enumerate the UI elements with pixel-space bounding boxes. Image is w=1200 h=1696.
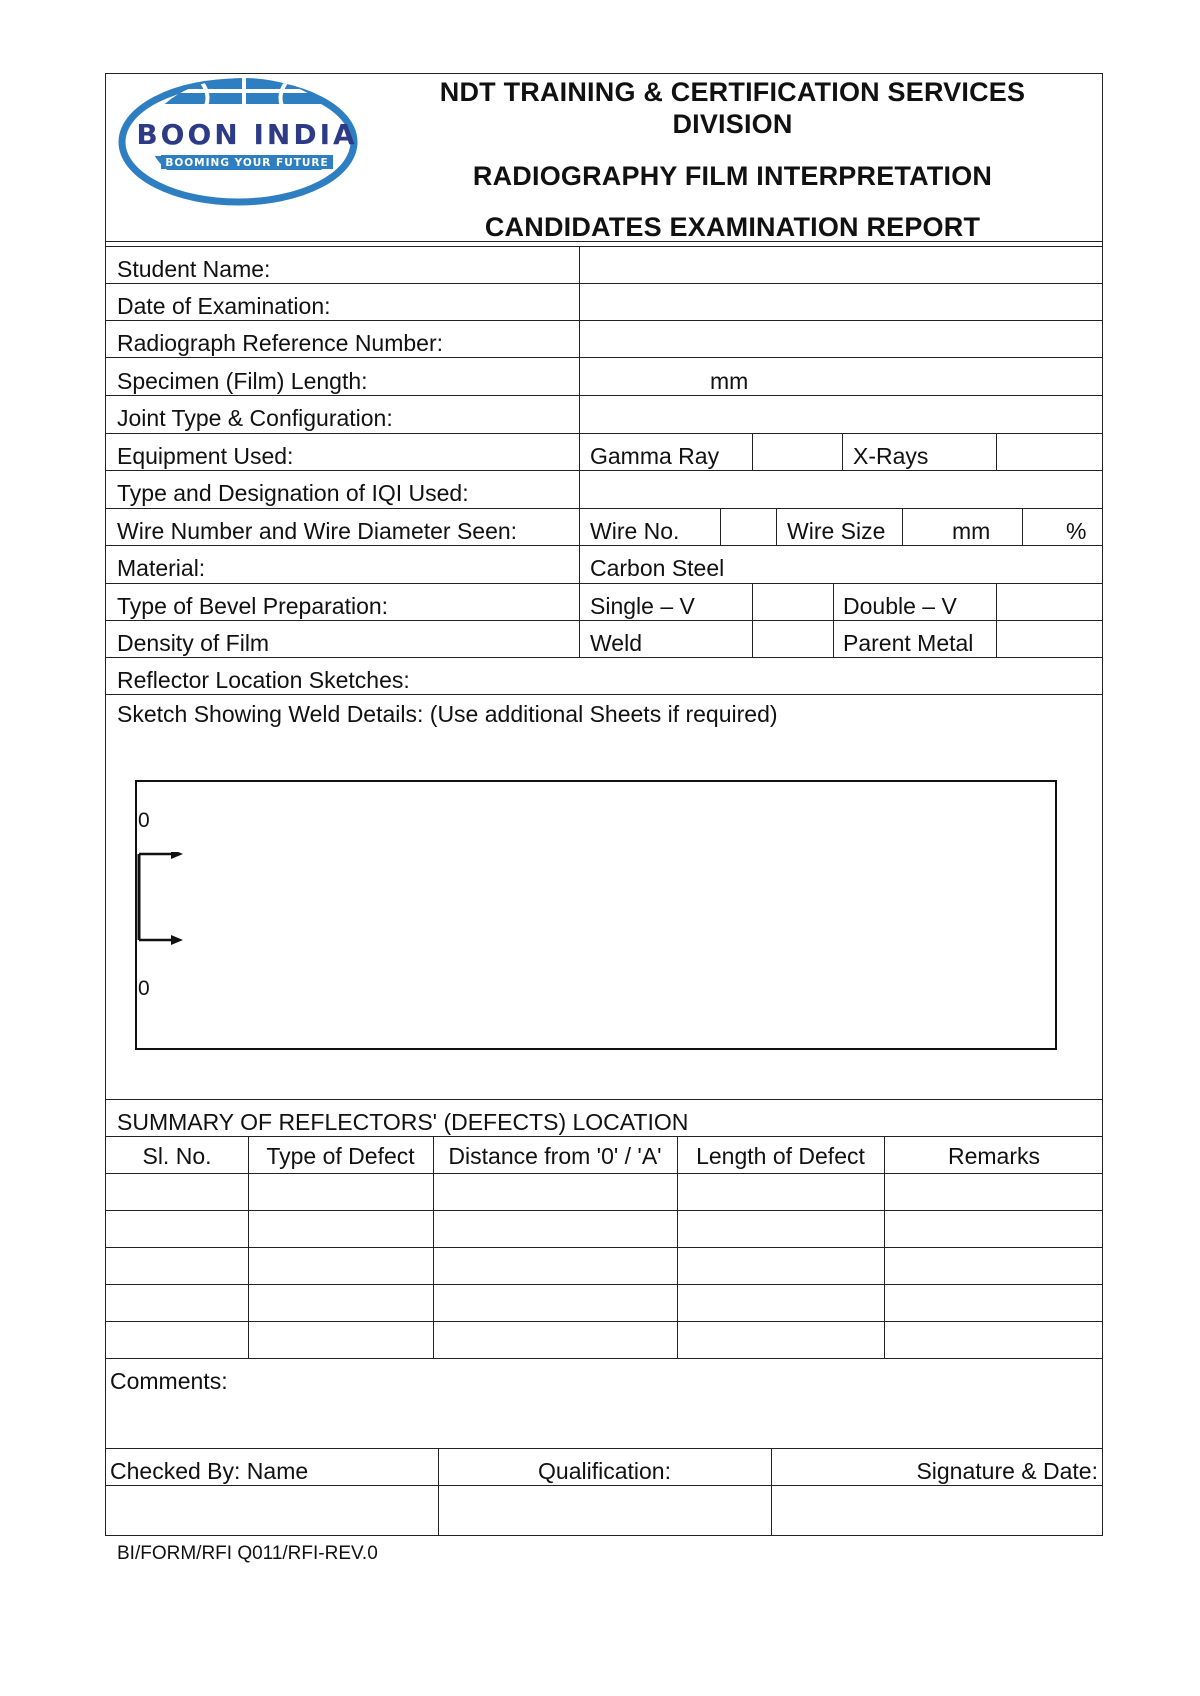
sketch-zero-top: 0 [138, 809, 150, 832]
label-date-of-examination: Date of Examination: [117, 293, 331, 319]
label-reflector-sketches: Reflector Location Sketches: [117, 667, 410, 693]
form-reference-footer: BI/FORM/RFI Q011/RFI-REV.0 [117, 1543, 378, 1564]
option-weld: Weld [590, 630, 642, 656]
summary-title: SUMMARY OF REFLECTORS' (DEFECTS) LOCATION [117, 1109, 689, 1135]
label-qualification: Qualification: [538, 1458, 671, 1484]
specimen-length-unit: mm [710, 368, 749, 394]
option-x-rays: X-Rays [853, 443, 929, 469]
wire-size-unit: mm [952, 518, 991, 544]
column-header-length-of-defect: Length of Defect [696, 1143, 865, 1169]
label-checked-by: Checked By: Name [110, 1458, 309, 1484]
option-single-v: Single – V [590, 593, 695, 619]
label-bevel-preparation: Type of Bevel Preparation: [117, 593, 389, 619]
label-iqi-used: Type and Designation of IQI Used: [117, 480, 469, 506]
option-gamma-ray: Gamma Ray [590, 443, 720, 469]
column-header-sl-no: Sl. No. [142, 1143, 212, 1169]
weld-sketch-box [135, 780, 1057, 1050]
logo-tagline: BOOMING YOUR FUTURE [165, 157, 329, 169]
header-title: RADIOGRAPHY FILM INTERPRETATION [472, 161, 993, 191]
column-header-distance: Distance from '0' / 'A' [448, 1143, 662, 1169]
header-org-line1: NDT TRAINING & CERTIFICATION SERVICES [439, 77, 1026, 107]
material-value: Carbon Steel [590, 555, 725, 581]
sketch-zero-bottom: 0 [138, 977, 150, 1000]
examination-report-form [105, 73, 1103, 1536]
label-student-name: Student Name: [117, 256, 271, 282]
label-specimen-length: Specimen (Film) Length: [117, 368, 368, 394]
label-joint-type: Joint Type & Configuration: [117, 405, 393, 431]
header-org-line2: DIVISION [672, 109, 793, 139]
option-parent-metal: Parent Metal [843, 630, 974, 656]
sketch-title: Sketch Showing Weld Details: (Use additional Sheets if required) [117, 701, 778, 727]
logo-brand-text: BOON INDIA [136, 118, 358, 151]
reference-arrows-icon [137, 852, 187, 952]
label-equipment-used: Equipment Used: [117, 443, 294, 469]
label-density-of-film: Density of Film [117, 630, 270, 656]
comments-label: Comments: [110, 1368, 228, 1394]
column-header-remarks: Remarks [947, 1143, 1040, 1169]
label-wire-no: Wire No. [590, 518, 680, 544]
wire-percent: % [1066, 518, 1087, 544]
option-double-v: Double – V [843, 593, 957, 619]
label-wire-seen: Wire Number and Wire Diameter Seen: [117, 518, 518, 544]
label-radiograph-reference: Radiograph Reference Number: [117, 330, 444, 356]
boon-india-logo [116, 74, 361, 209]
label-wire-size: Wire Size [787, 518, 886, 544]
label-material: Material: [117, 555, 206, 581]
column-header-type-of-defect: Type of Defect [266, 1143, 415, 1169]
label-signature-date: Signature & Date: [916, 1458, 1098, 1484]
header-subtitle: CANDIDATES EXAMINATION REPORT [484, 212, 981, 242]
